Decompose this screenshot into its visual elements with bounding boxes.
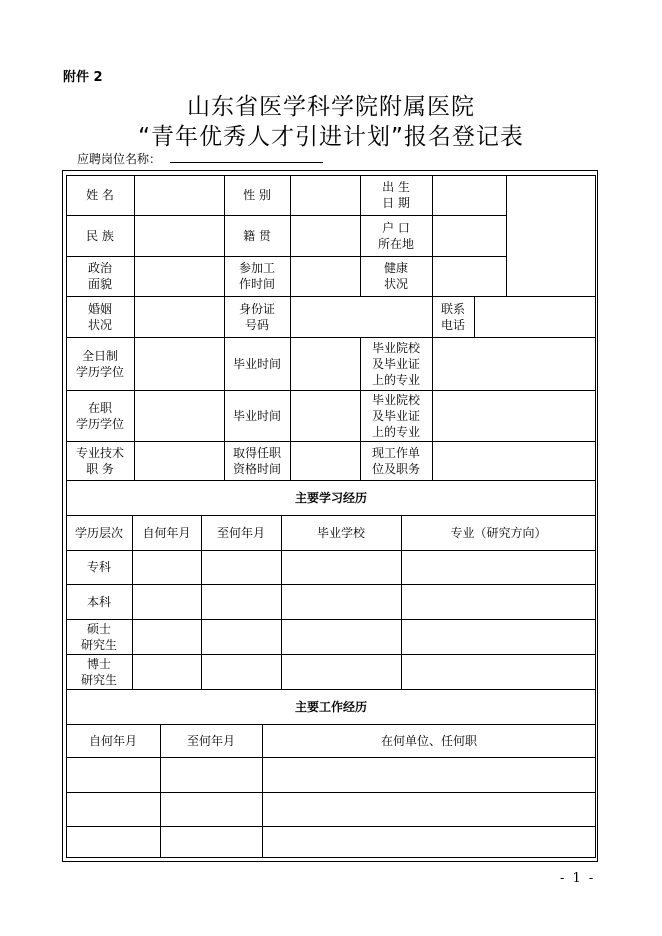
label-birth-date: 出 生 日 期: [382, 180, 410, 210]
grid-line: [401, 515, 402, 689]
grid-line: [290, 175, 291, 480]
work-section-title: 主要工作经历: [294, 699, 367, 714]
grid-line: [66, 792, 596, 793]
label-id-number: 身份证 号码: [238, 301, 275, 332]
field-grad-school-1[interactable]: [432, 337, 596, 390]
label-ethnicity: 民 族: [86, 228, 114, 243]
grid-line: [201, 515, 202, 689]
field-work-start[interactable]: [290, 256, 360, 296]
field-grad-time-1[interactable]: [290, 337, 360, 390]
grid-line: [66, 215, 506, 216]
study-header-level: 学历层次: [74, 525, 123, 540]
grid-line: [474, 296, 475, 337]
grid-line: [66, 480, 596, 481]
grid-line: [224, 175, 225, 480]
grid-line: [360, 175, 361, 296]
field-name[interactable]: [134, 175, 224, 215]
label-native-place: 籍 贯: [243, 228, 271, 243]
work-row-1[interactable]: [66, 757, 596, 792]
label-gender: 性 别: [243, 188, 271, 202]
study-level-master: 硕士 研究生: [80, 621, 117, 652]
label-grad-school-2: 毕业院校 及毕业证 上的专业: [371, 392, 420, 439]
label-title-obtained: 取得任职 资格时间: [232, 445, 281, 476]
field-professional-title[interactable]: [134, 441, 224, 480]
work-header-unit: 在何单位、任何职: [380, 733, 477, 748]
grid-line: [134, 175, 135, 480]
field-grad-school-2[interactable]: [432, 390, 596, 441]
grid-line: [66, 337, 596, 338]
work-row-2[interactable]: [66, 792, 596, 826]
field-health[interactable]: [432, 256, 506, 296]
field-birth-date[interactable]: [432, 175, 506, 215]
grid-line: [66, 826, 596, 827]
field-native-place[interactable]: [290, 215, 360, 256]
grid-line: [66, 296, 596, 297]
grid-line: [506, 175, 507, 296]
label-political-status: 政治 面貌: [87, 261, 112, 291]
grid-line: [66, 689, 596, 690]
study-level-benke: 本科: [86, 594, 111, 609]
field-phone[interactable]: [474, 296, 596, 337]
work-row-3[interactable]: [66, 826, 596, 858]
grid-line: [66, 515, 596, 516]
form-title-line2: “青年优秀人才引进计划”报名登记表: [138, 124, 524, 150]
grid-line: [262, 724, 263, 858]
label-grad-time-1: 毕业时间: [232, 356, 281, 371]
photo-box[interactable]: [506, 175, 596, 296]
grid-line: [281, 515, 282, 689]
label-hukou: 户 口 所在地: [377, 220, 414, 251]
form-title-line1: 山东省医学科学院附属医院: [187, 94, 475, 120]
field-inservice-degree[interactable]: [134, 390, 224, 441]
field-gender[interactable]: [290, 175, 360, 215]
study-section-title: 主要学习经历: [294, 490, 367, 505]
label-grad-school-1: 毕业院校 及毕业证 上的专业: [371, 340, 420, 387]
grid-line: [66, 724, 596, 725]
label-inservice-degree: 在职 学历学位: [75, 400, 124, 431]
grid-line: [360, 337, 361, 480]
position-label: 应聘岗位名称：: [77, 152, 162, 166]
label-work-start: 参加工 作时间: [238, 261, 275, 291]
study-header-school: 毕业学校: [316, 525, 365, 540]
field-political-status[interactable]: [134, 256, 224, 296]
label-name: 姓 名: [86, 188, 114, 202]
field-id-number[interactable]: [290, 296, 432, 337]
field-marital[interactable]: [134, 296, 224, 337]
work-header-to: 至何年月: [186, 733, 235, 748]
field-current-unit[interactable]: [432, 441, 596, 480]
label-phone: 联系 电话: [440, 301, 465, 332]
grid-line: [66, 619, 596, 620]
registration-table: [66, 175, 596, 858]
label-health: 健康 状况: [383, 261, 408, 291]
page-number: - 1 -: [560, 871, 596, 886]
grid-line: [66, 441, 596, 442]
label-current-unit: 现工作单 位及职务: [371, 445, 420, 476]
study-header-from: 自何年月: [142, 525, 191, 540]
grid-line: [66, 550, 596, 551]
grid-line: [66, 654, 596, 655]
grid-line: [66, 757, 596, 758]
grid-line: [432, 175, 433, 480]
label-fulltime-degree: 全日制 学历学位: [75, 348, 124, 379]
grid-line: [66, 256, 506, 257]
field-title-obtained[interactable]: [290, 441, 360, 480]
label-grad-time-2: 毕业时间: [232, 408, 281, 423]
study-level-doctor: 博士 研究生: [80, 656, 117, 687]
field-grad-time-2[interactable]: [290, 390, 360, 441]
grid-line: [160, 724, 161, 858]
study-level-zhuanke: 专科: [86, 560, 111, 574]
field-ethnicity[interactable]: [134, 215, 224, 256]
field-hukou[interactable]: [432, 215, 506, 256]
field-fulltime-degree[interactable]: [134, 337, 224, 390]
grid-line: [132, 515, 133, 689]
grid-line: [66, 584, 596, 585]
work-header-from: 自何年月: [88, 733, 137, 748]
position-input-line[interactable]: [170, 162, 323, 163]
study-header-major: 专业（研究方向）: [450, 525, 547, 540]
grid-line: [66, 390, 596, 391]
attachment-label: 附件 2: [63, 70, 103, 85]
label-marital: 婚姻 状况: [87, 301, 112, 332]
label-professional-title: 专业技术 职 务: [75, 445, 124, 476]
study-header-to: 至何年月: [216, 525, 265, 540]
